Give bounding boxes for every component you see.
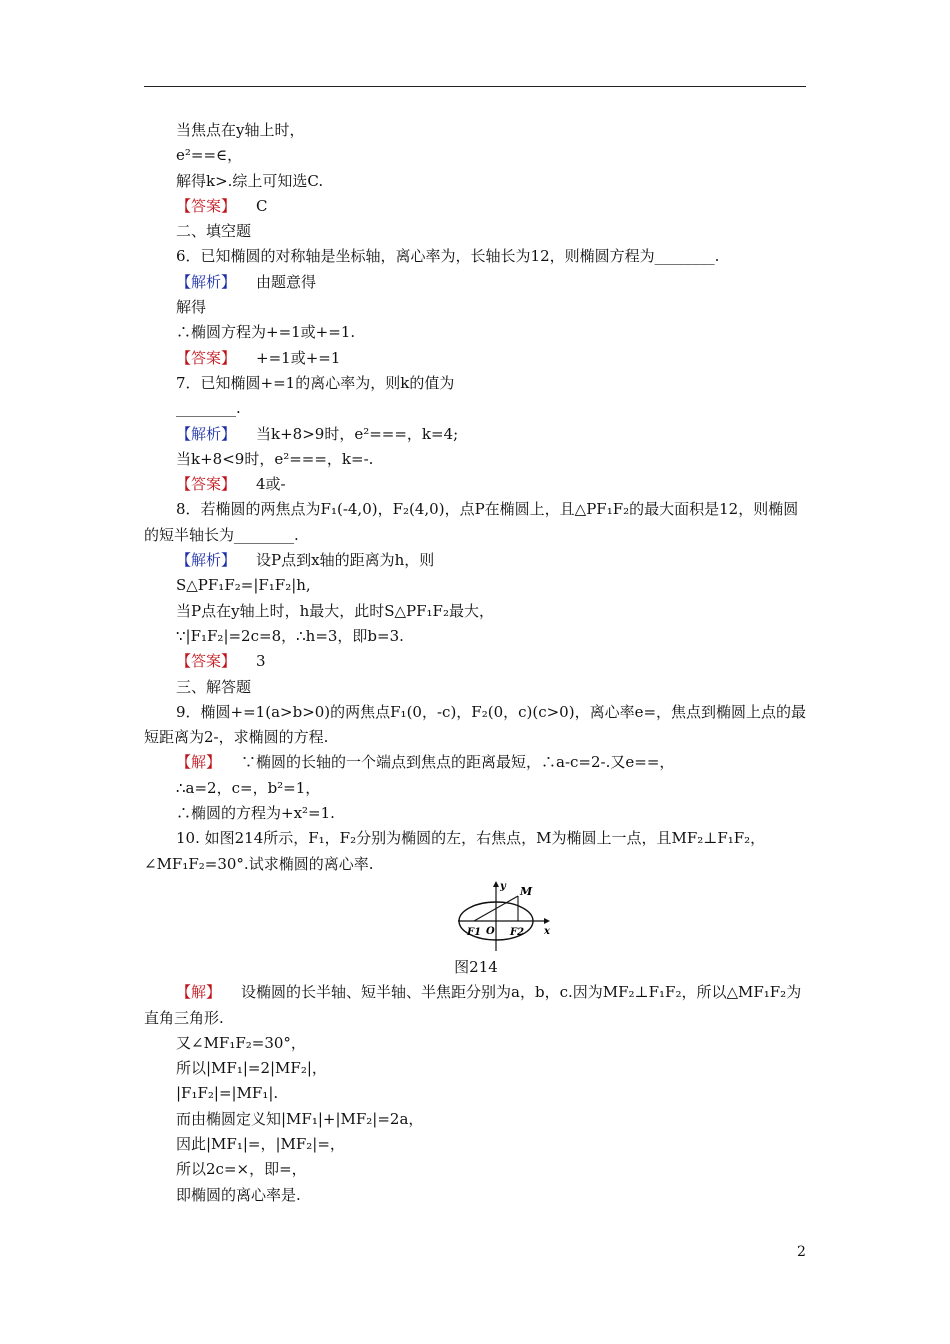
solution-text: 设椭圆的长半轴、短半轴、半焦距分别为a，b，c.因为MF₂⊥F₁F₂，所以△MF₁F₂为直角三角形. (144, 983, 802, 1027)
analysis-text: 由题意得 (256, 272, 317, 291)
figure-caption: 图214 (454, 957, 498, 976)
text-line: ∴椭圆的方程为+x²=1. (176, 804, 335, 823)
y-axis-arrow (493, 881, 499, 887)
text-line: 解得k>.综上可知选C. (176, 171, 324, 190)
question-7: 7．已知椭圆+=1的离心率为，则k的值为 (176, 373, 455, 392)
solution-line (144, 980, 808, 1031)
answer-line (144, 472, 808, 497)
label-f1: F1 (467, 926, 482, 938)
answer-text: 3 (256, 652, 266, 671)
label-y: y (500, 880, 506, 892)
label-f2: F2 (510, 926, 525, 938)
analysis-line (144, 270, 808, 295)
answer-text: 4或- (256, 475, 286, 494)
analysis-line (144, 548, 808, 573)
text-line: 当P点在y轴上时，h最大，此时S△PF₁F₂最大， (176, 601, 494, 620)
text-line: |F₁F₂|=|MF₁|. (176, 1084, 279, 1103)
section-heading: 三、解答题 (176, 677, 252, 696)
ellipse-figure (144, 877, 808, 955)
text-line: 而由椭圆定义知|MF₁|+|MF₂|=2a， (176, 1109, 424, 1128)
section-heading: 二、填空题 (176, 222, 252, 241)
text-line: ∴椭圆方程为+=1或+=1. (176, 323, 356, 342)
label-x: x (544, 925, 550, 937)
text-line: e²==∈， (176, 146, 243, 165)
answer-tag: 【答案】 (176, 348, 237, 367)
x-axis-arrow (544, 918, 550, 924)
text-line: S△PF₁F₂=|F₁F₂|h, (176, 576, 311, 595)
solution-text: ∵椭圆的长轴的一个端点到焦点的距离最短，∴a-c=2-.又e==， (241, 753, 675, 772)
text-line: 又∠MF₁F₂=30°， (176, 1033, 306, 1052)
answer-text: C (256, 196, 268, 215)
answer-line (144, 194, 808, 219)
text-line: ∵|F₁F₂|=2c=8，∴h=3，即b=3. (176, 626, 404, 645)
solution-tag: 【解】 (176, 983, 222, 1002)
solution-line (144, 750, 808, 775)
answer-tag: 【答案】 (176, 652, 237, 671)
label-o: O (486, 925, 495, 937)
text-line: 所以|MF₁|=2|MF₂|， (176, 1059, 327, 1078)
answer-line (144, 649, 808, 674)
label-m: M (520, 884, 533, 898)
analysis-text: 设P点到x轴的距离为h，则 (256, 551, 435, 570)
answer-tag: 【答案】 (176, 196, 237, 215)
question-10: 10. 如图214所示，F₁，F₂分别为椭圆的左，右焦点，M为椭圆上一点，且MF₂⊥F₁F₂，∠MF₁F₂=30°.试求椭圆的离心率. (144, 829, 766, 873)
answer-line (144, 346, 808, 371)
text-line: 当k+8<9时，e²===，k=-. (176, 449, 374, 468)
analysis-line (144, 422, 808, 447)
page-number: 2 (797, 1244, 806, 1260)
text-line: 因此|MF₁|=，|MF₂|=， (176, 1134, 345, 1153)
header-rule (144, 86, 806, 87)
answer-text: +=1或+=1 (256, 348, 341, 367)
blank-line: ________. (176, 399, 241, 418)
question-6: 6．已知椭圆的对称轴是坐标轴，离心率为，长轴长为12，则椭圆方程为________. (176, 247, 720, 266)
analysis-tag: 【解析】 (176, 424, 237, 443)
text-line: 即椭圆的离心率是. (176, 1185, 301, 1204)
text-line: 解得 (176, 298, 207, 317)
answer-tag: 【答案】 (176, 475, 237, 494)
text-line: 当焦点在y轴上时， (176, 121, 305, 139)
ellipse-diagram (456, 881, 554, 953)
question-9: 9．椭圆+=1(a>b>0)的两焦点F₁(0，-c)，F₂(0，c)(c>0)，离心率e=，焦点到椭圆上点的最短距离为2-，求椭圆的方程. (144, 702, 807, 747)
analysis-tag: 【解析】 (176, 272, 237, 291)
analysis-tag: 【解析】 (176, 551, 237, 570)
text-line: ∴a=2，c=，b²=1， (176, 778, 321, 797)
document-body (144, 118, 808, 1208)
text-line: 所以2c=×，即=， (176, 1160, 307, 1179)
question-8: 8．若椭圆的两焦点为F₁(-4,0)，F₂(4,0)，点P在椭圆上，且△PF₁F₂的最大面积是12，则椭圆的短半轴长为________. (144, 500, 799, 544)
solution-tag: 【解】 (176, 753, 222, 772)
analysis-text: 当k+8>9时，e²===，k=4; (256, 424, 459, 443)
